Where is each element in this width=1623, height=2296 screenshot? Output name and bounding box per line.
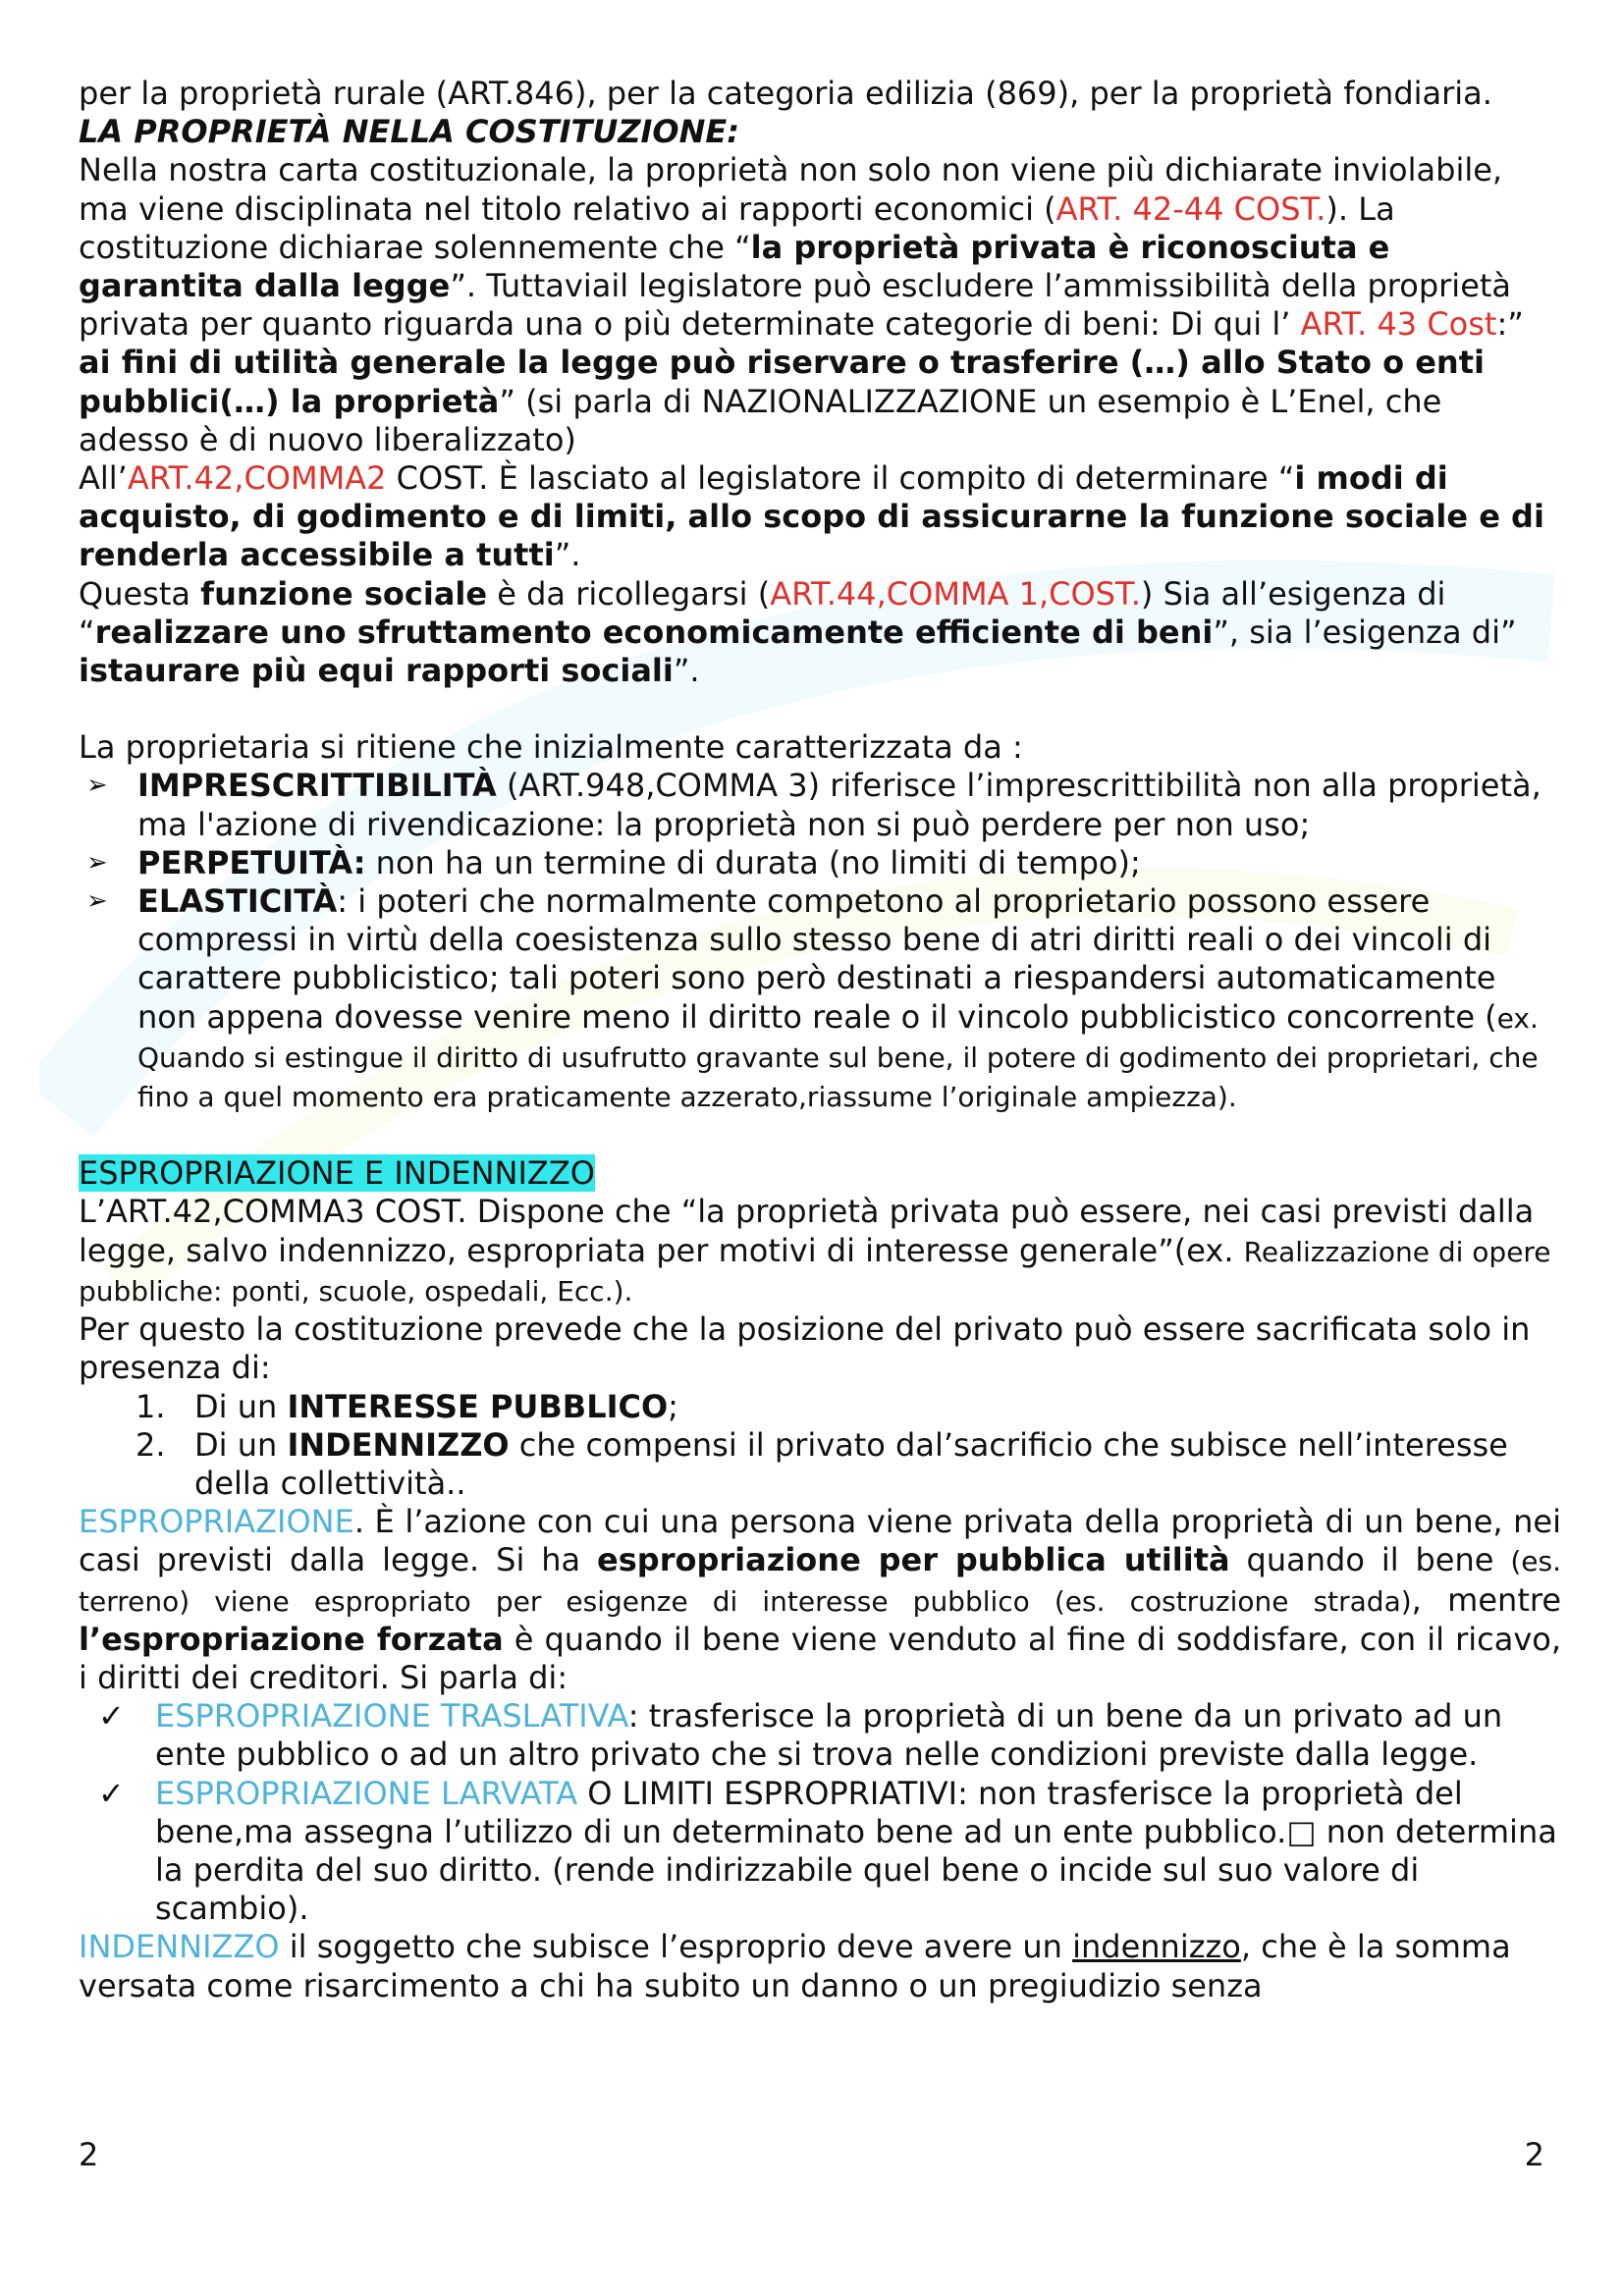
spacer xyxy=(79,690,1561,728)
text: , mentre xyxy=(1411,1580,1562,1619)
list-item xyxy=(79,1775,1561,1929)
text: : i poteri che normalmente competono al proprietario possono essere compressi in virtù della coesistenza sullo stesso bene di atri diritti reali o dei vincoli di carattere pubblicistico; tali poteri sono però destinati a riespandersi automaticamente non appena dovesse venire meno il diritto reale o il vincolo pubblicistico concorrente ( xyxy=(137,882,1497,1036)
text: ”, sia l’esigenza di” xyxy=(1213,613,1517,651)
text: Questa xyxy=(79,574,201,613)
text: Per questo la costituzione prevede che la posizione del privato può essere sacrificata solo in presenza di: xyxy=(79,1310,1531,1387)
text: ”. Tuttaviail legislatore può escludere l’ammissibilità della proprietà privata per quanto riguarda una o più determinate categorie di beni: Di qui l’ xyxy=(79,267,1512,344)
text: ). La costituzione dichiarae solennemente che “ xyxy=(79,189,1395,266)
text: L’ART.42,COMMA3 COST. Dispone che “la proprietà privata può essere, nei casi previsti dalla legge, salvo indennizzo, espropriata per motivi di interesse generale”(ex. xyxy=(79,1193,1535,1269)
text: non determina la perdita del suo diritto. (rende indirizzabile quel bene o incide sul suo valore di scambio). xyxy=(155,1812,1557,1928)
colored-term: ESPROPRIAZIONE LARVATA xyxy=(155,1774,578,1812)
arrow-bullet-icon: ➢ xyxy=(86,886,108,917)
list-item xyxy=(79,844,1561,882)
text: Di un xyxy=(194,1425,288,1464)
bold-quote: istaurare più equi rapporti sociali xyxy=(79,652,674,690)
bold-term: ELASTICITÀ xyxy=(137,882,338,921)
small-text: Realizzazione di opere pubbliche: ponti, scuole, ospedali, Ecc.). xyxy=(79,1235,1551,1308)
document-page xyxy=(79,75,1561,2005)
paragraph-caratteristiche xyxy=(79,728,1561,767)
small-text: ex. Quando si estingue il diritto di usufrutto gravante sul bene, il potere di godimento dei proprietari, che fino a quel momento era praticamente azzerato,riassume l’originale ampiezza). xyxy=(137,1001,1539,1114)
bullet-list-caratteristiche xyxy=(79,767,1561,1116)
list-item xyxy=(79,767,1561,843)
list-item xyxy=(79,1426,1561,1503)
text: è da ricollegarsi ( xyxy=(487,574,771,613)
colored-term: ESPROPRIAZIONE TRASLATIVA xyxy=(155,1697,628,1735)
bold-term: l’espropriazione forzata xyxy=(79,1620,504,1658)
text: . È l’azione con cui una persona viene privata della proprietà di un bene, nei casi previsti dalla legge. Si ha xyxy=(79,1503,1561,1579)
list-item xyxy=(79,1388,1561,1426)
text: Di un xyxy=(194,1387,288,1425)
text: ) Sia all’esigenza di “ xyxy=(79,574,1446,651)
article-ref: ART. 43 Cost xyxy=(1300,305,1497,344)
text: Nella nostra carta costituzionale, la proprietà non solo non viene più dichiarate inviolabile, ma viene disciplinata nel titolo relativo ai rapporti economici ( xyxy=(79,151,1503,228)
heading-text: LA PROPRIETÀ NELLA COSTITUZIONE: xyxy=(79,113,740,151)
text: è quando il bene viene venduto al fine di soddisfare, con il ricavo, i diritti dei creditori. Si parla di: xyxy=(79,1620,1562,1696)
text: ”. xyxy=(554,536,581,574)
text: :” xyxy=(1496,305,1524,344)
text: (ART.948,COMMA 3) riferisce l’imprescrittibilità non alla proprietà, ma l'azione di rivendicazione: la proprietà non si può perdere per non uso; xyxy=(137,767,1542,843)
bold-term: IMPRESCRITTIBILITÀ xyxy=(137,767,497,805)
small-text: (es. terreno) viene espropriato per esigenze di interesse pubblico (es. costruzione strada) xyxy=(79,1545,1562,1618)
paragraph-funzione-sociale xyxy=(79,575,1561,691)
list-number: 2. xyxy=(135,1425,166,1464)
check-icon: ✓ xyxy=(98,1774,125,1812)
text: ; xyxy=(668,1387,678,1425)
text: quando il bene xyxy=(1229,1541,1511,1579)
text: All’ xyxy=(79,459,128,498)
paragraph-art42-comma3 xyxy=(79,1193,1561,1310)
text: La proprietaria si ritiene che inizialmente caratterizzata da : xyxy=(79,728,1023,767)
check-icon: ✓ xyxy=(98,1697,125,1735)
missing-glyph-icon: □ xyxy=(1286,1812,1317,1850)
list-number: 1. xyxy=(135,1387,166,1425)
bold-quote: realizzare uno sfruttamento economicamente efficiente di beni xyxy=(94,613,1214,651)
bold-term: espropriazione per pubblica utilità xyxy=(597,1541,1230,1579)
paragraph-intro xyxy=(79,75,1561,113)
list-item xyxy=(79,882,1561,1116)
paragraph-costituzione xyxy=(79,151,1561,459)
text: il soggetto che subisce l’esproprio deve avere un xyxy=(279,1928,1073,1966)
text: che compensi il privato dal’sacrificio che subisce nell’interesse della collettività.. xyxy=(194,1425,1508,1502)
list-item xyxy=(79,1697,1561,1774)
paragraph-sacrificio xyxy=(79,1310,1561,1387)
arrow-bullet-icon: ➢ xyxy=(86,771,108,801)
spacer xyxy=(79,1116,1561,1154)
text: COST. È lasciato al legislatore il compito di determinare “ xyxy=(386,459,1295,498)
highlighted-heading: ESPROPRIAZIONE E INDENNIZZO xyxy=(79,1154,595,1193)
arrow-bullet-icon: ➢ xyxy=(86,847,108,878)
check-list-espropriazione xyxy=(79,1697,1561,1928)
underlined-term: indennizzo xyxy=(1072,1928,1241,1966)
text: O LIMITI ESPROPRIATIVI: non trasferisce la proprietà del bene,ma assegna l’utilizzo di un determinato bene ad un ente pubblico. xyxy=(155,1774,1463,1850)
section-heading-costituzione xyxy=(79,113,1561,151)
bold-term: funzione sociale xyxy=(200,574,488,613)
text: , che è la somma versata come risarcimento a chi ha subito un danno o un pregiudizio senza xyxy=(79,1928,1511,2004)
bold-term: INTERESSE PUBBLICO xyxy=(287,1387,669,1425)
text: per la proprietà rurale (ART.846), per la categoria edilizia (869), per la proprietà fondiaria. xyxy=(79,75,1492,112)
bold-term: PERPETUITÀ: xyxy=(137,843,366,881)
numbered-list xyxy=(79,1388,1561,1504)
text: ” (si parla di NAZIONALIZZAZIONE un esempio è L’Enel, che adesso è di nuovo liberalizzato) xyxy=(79,382,1442,458)
bold-quote: la proprietà privata è riconosciuta e garantita dalla legge xyxy=(79,228,1390,305)
colored-term: INDENNIZZO xyxy=(79,1928,280,1966)
paragraph-art42 xyxy=(79,459,1561,575)
paragraph-indennizzo xyxy=(79,1928,1561,2004)
bold-quote: i modi di acquisto, di godimento e di limiti, allo scopo di assicurarne la funzione sociale e di renderla accessibile a tutti xyxy=(79,459,1544,574)
article-ref: ART. 42-44 COST. xyxy=(1055,189,1326,228)
colored-term: ESPROPRIAZIONE xyxy=(79,1503,354,1541)
article-ref: ART.42,COMMA2 xyxy=(127,459,387,498)
text: non ha un termine di durata (no limiti di tempo); xyxy=(365,843,1141,881)
section-heading-espropriazione xyxy=(79,1154,1561,1193)
page-number-right: 2 xyxy=(1524,2136,1544,2173)
text: ”. xyxy=(673,652,700,690)
bold-quote: ai fini di utilità generale la legge può riservare o trasferire (…) allo Stato o enti pubblici(…) la proprietà xyxy=(79,344,1485,420)
article-ref: ART.44,COMMA 1,COST. xyxy=(770,574,1141,613)
text: : trasferisce la proprietà di un bene da un privato ad un ente pubblico o ad un altro privato che si trova nelle condizioni previste dalla legge. xyxy=(155,1697,1503,1774)
page-number-left: 2 xyxy=(79,2136,99,2173)
paragraph-espropriazione xyxy=(79,1503,1561,1697)
bold-term: INDENNIZZO xyxy=(287,1425,510,1464)
